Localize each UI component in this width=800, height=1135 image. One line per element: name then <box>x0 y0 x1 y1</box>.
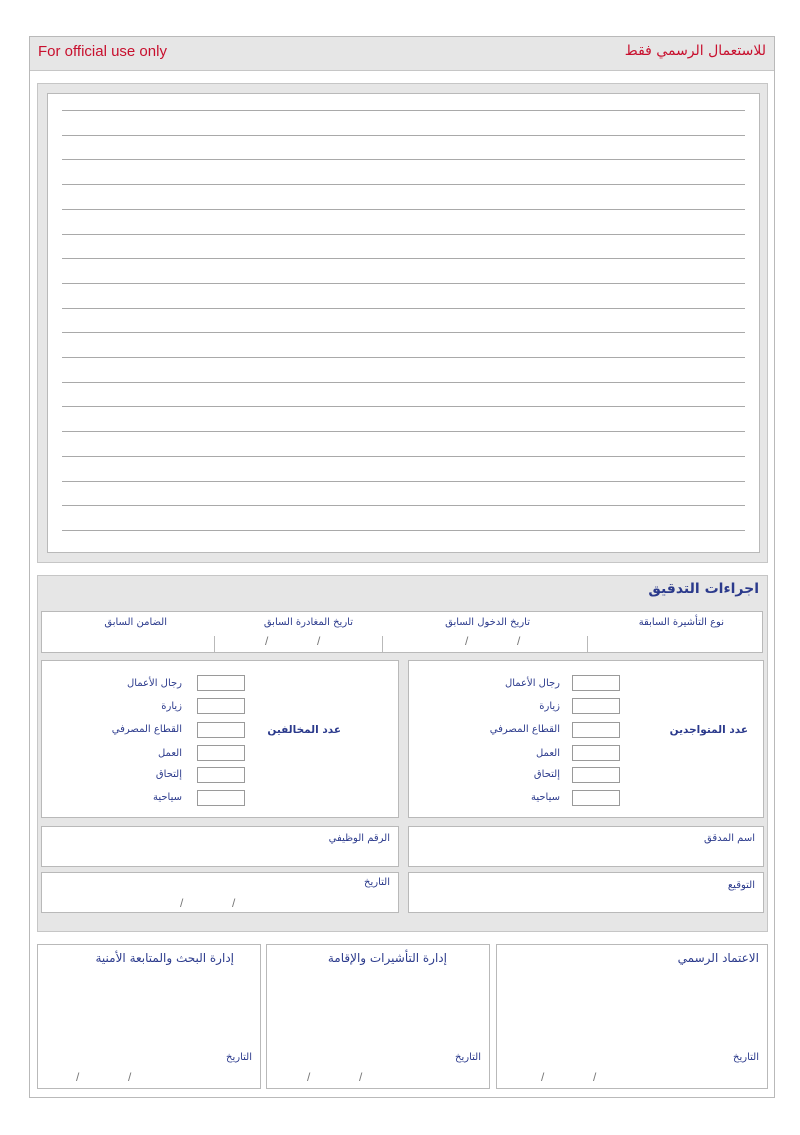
date-separator: / <box>359 1070 363 1084</box>
date-separator: / <box>232 896 236 910</box>
date-separator: / <box>317 634 321 648</box>
notes-area[interactable] <box>47 93 760 553</box>
audit-title: اجراءات التدقيق <box>648 581 759 597</box>
ruled-line <box>62 308 745 309</box>
violators-count-title: عدد المخالفين <box>267 724 341 736</box>
violators-count-box <box>41 660 399 818</box>
ruled-line <box>62 332 745 333</box>
audit-date-label: التاريخ <box>364 877 390 888</box>
date-separator: / <box>517 634 521 648</box>
ruled-line <box>62 431 745 432</box>
date-separator: / <box>465 634 469 648</box>
form-page <box>29 36 775 1098</box>
research-security-box[interactable] <box>37 944 261 1089</box>
ruled-line <box>62 258 745 259</box>
ruled-line <box>62 456 745 457</box>
date-separator: / <box>76 1070 80 1084</box>
violators-count-input[interactable] <box>197 767 245 783</box>
present-count-input[interactable] <box>572 745 620 761</box>
audit-section <box>37 575 768 932</box>
present-item-label: زيارة <box>539 701 560 712</box>
prev-entry-date-field[interactable] <box>383 636 586 652</box>
visas-residency-date-label: التاريخ <box>455 1052 481 1063</box>
present-count-input[interactable] <box>572 722 620 738</box>
ruled-line <box>62 135 745 136</box>
ruled-line <box>62 110 745 111</box>
violators-count-input[interactable] <box>197 675 245 691</box>
present-item-label: العمل <box>535 748 560 759</box>
notes-section <box>37 83 768 563</box>
official-use-ar: للاستعمال الرسمي فقط <box>624 43 766 59</box>
violators-item-label: القطاع المصرفي <box>111 724 182 735</box>
ruled-line <box>62 159 745 160</box>
present-item-label: سياحية <box>530 792 560 803</box>
ruled-line <box>62 357 745 358</box>
visas-residency-title: إدارة التأشيرات والإقامة <box>327 951 447 965</box>
ruled-line <box>62 382 745 383</box>
violators-count-input[interactable] <box>197 698 245 714</box>
present-count-input[interactable] <box>572 698 620 714</box>
field-divider <box>587 636 588 652</box>
violators-item-label: سياحية <box>152 792 182 803</box>
research-security-title: إدارة البحث والمتابعة الأمنية <box>95 951 234 965</box>
ruled-line <box>62 283 745 284</box>
signature-field[interactable] <box>408 872 764 913</box>
violators-count-input[interactable] <box>197 722 245 738</box>
ruled-line <box>62 530 745 531</box>
official-use-header <box>30 37 774 71</box>
present-count-input[interactable] <box>572 790 620 806</box>
previous-visa-row <box>41 611 763 653</box>
violators-count-input[interactable] <box>197 745 245 761</box>
ruled-line <box>62 481 745 482</box>
official-approval-box[interactable] <box>496 944 768 1089</box>
present-item-label: رجال الأعمال <box>504 678 560 689</box>
violators-item-label: رجال الأعمال <box>126 678 182 689</box>
date-separator: / <box>541 1070 545 1084</box>
auditor-name-field[interactable] <box>408 826 764 867</box>
prev-visa-type-label: نوع التأشيرة السابقة <box>638 617 724 628</box>
violators-item-label: زيارة <box>161 701 182 712</box>
present-item-label: إلتحاق <box>533 769 560 780</box>
official-use-en: For official use only <box>38 43 167 60</box>
approvals-section <box>37 944 768 1089</box>
prev-departure-date-field[interactable] <box>215 636 381 652</box>
prev-sponsor-label: الضامن السابق <box>104 617 167 628</box>
signature-label: التوقيع <box>727 880 755 891</box>
ruled-line <box>62 184 745 185</box>
prev-departure-date-label: تاريخ المغادرة السابق <box>263 617 353 628</box>
research-security-date-label: التاريخ <box>226 1052 252 1063</box>
violators-item-label: إلتحاق <box>155 769 182 780</box>
violators-count-input[interactable] <box>197 790 245 806</box>
official-approval-date-label: التاريخ <box>733 1052 759 1063</box>
official-approval-title: الاعتماد الرسمي <box>677 951 759 965</box>
date-separator: / <box>128 1070 132 1084</box>
present-count-input[interactable] <box>572 675 620 691</box>
ruled-line <box>62 406 745 407</box>
present-count-box <box>408 660 764 818</box>
ruled-line <box>62 505 745 506</box>
auditor-name-label: اسم المدقق <box>704 833 755 844</box>
visas-residency-box[interactable] <box>266 944 490 1089</box>
date-separator: / <box>180 896 184 910</box>
date-separator: / <box>593 1070 597 1084</box>
employee-number-field[interactable] <box>41 826 399 867</box>
present-count-input[interactable] <box>572 767 620 783</box>
audit-date-field[interactable] <box>41 872 399 913</box>
ruled-line <box>62 234 745 235</box>
prev-entry-date-label: تاريخ الدخول السابق <box>445 617 530 628</box>
employee-number-label: الرقم الوظيفي <box>328 833 390 844</box>
date-separator: / <box>265 634 269 648</box>
present-item-label: القطاع المصرفي <box>489 724 560 735</box>
violators-item-label: العمل <box>157 748 182 759</box>
ruled-line <box>62 209 745 210</box>
present-count-title: عدد المتواجدين <box>669 724 748 736</box>
date-separator: / <box>307 1070 311 1084</box>
